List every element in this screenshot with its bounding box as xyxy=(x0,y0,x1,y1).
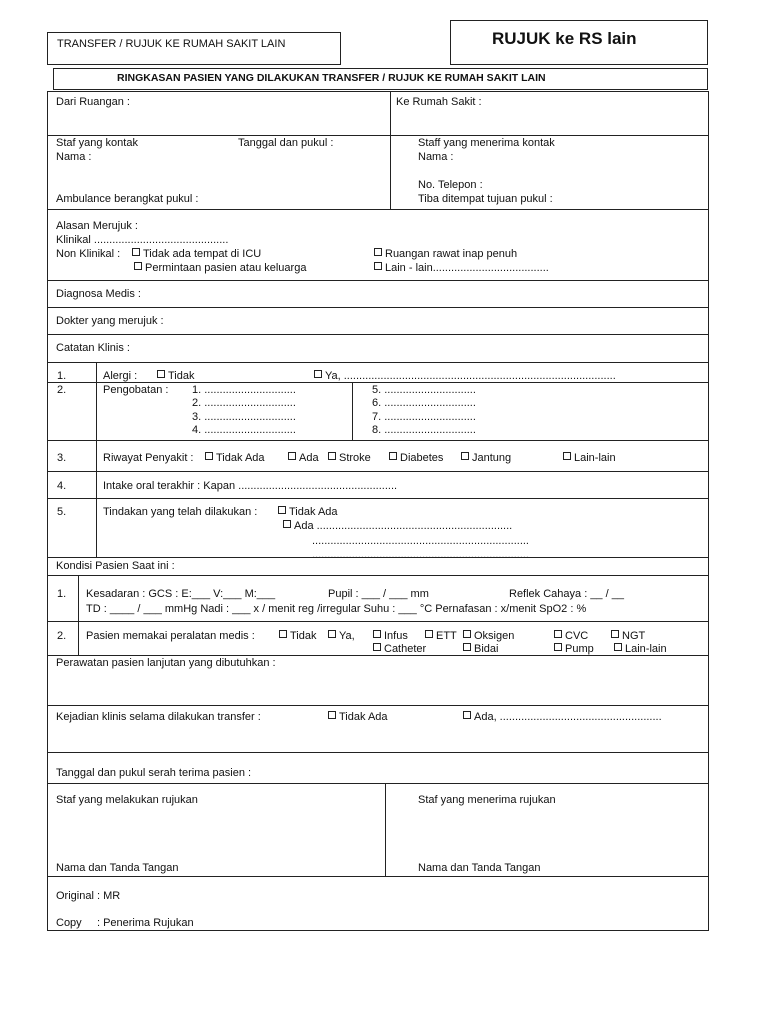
kondisi-num: 1. xyxy=(57,588,67,600)
riwayat-opt: Tidak Ada xyxy=(203,452,265,465)
checkbox-icon[interactable] xyxy=(328,711,336,719)
alat-opt: Pump xyxy=(552,643,594,656)
pengobatan-item: 4. .............................. xyxy=(192,424,296,436)
checkbox-icon[interactable] xyxy=(463,630,471,638)
alergi-tidak: Tidak xyxy=(155,370,195,383)
intake-num: 4. xyxy=(57,480,67,492)
checkbox-icon[interactable] xyxy=(373,630,381,638)
opt-lain: Lain - lain...................................... xyxy=(372,262,549,275)
tanggal-pukul-label: Tanggal dan pukul : xyxy=(238,137,334,149)
divider xyxy=(352,382,353,440)
checkbox-icon[interactable] xyxy=(374,248,382,256)
checkbox-icon[interactable] xyxy=(614,643,622,651)
checkbox-icon[interactable] xyxy=(328,630,336,638)
alat-opt: NGT xyxy=(609,630,645,643)
alat-opt: ETT xyxy=(423,630,457,643)
divider xyxy=(47,471,709,472)
ttd-right-label: Staf yang menerima rujukan xyxy=(418,794,556,806)
ttd-left-label: Staf yang melakukan rujukan xyxy=(56,794,198,806)
staff-menerima-label: Staff yang menerima kontak xyxy=(418,137,555,149)
kondisi-title: Kondisi Pasien Saat ini : xyxy=(56,560,175,572)
tiba-label: Tiba ditempat tujuan pukul : xyxy=(418,193,553,205)
opt-ruangan: Ruangan rawat inap penuh xyxy=(372,248,517,261)
nama-left-label: Nama : xyxy=(56,151,92,163)
kejadian-ada: Ada, ..................................................... xyxy=(461,711,662,724)
divider xyxy=(47,440,709,441)
divider xyxy=(47,307,709,308)
divider xyxy=(47,135,709,136)
alat-label: Pasien memakai peralatan medis : xyxy=(86,630,255,642)
riwayat-opt: Lain-lain xyxy=(561,452,616,465)
alat-opt: Bidai xyxy=(461,643,498,656)
alat-opt: Infus xyxy=(371,630,408,643)
telepon-label: No. Telepon : xyxy=(418,179,483,191)
checkbox-icon[interactable] xyxy=(374,262,382,270)
perawatan-label: Perawatan pasien lanjutan yang dibutuhkan : xyxy=(56,657,276,669)
alat-opt: Catheter xyxy=(371,643,426,656)
checkbox-icon[interactable] xyxy=(463,643,471,651)
riwayat-label: Riwayat Penyakit : xyxy=(103,452,194,464)
tindakan-line: ....................................................................... xyxy=(312,549,529,561)
riwayat-num: 3. xyxy=(57,452,67,464)
ttd-left-sign: Nama dan Tanda Tangan xyxy=(56,862,179,874)
pengobatan-item: 8. .............................. xyxy=(372,424,476,436)
non-klinikal-label: Non Klinikal : xyxy=(56,248,121,260)
tindakan-label: Tindakan yang telah dilakukan : xyxy=(103,506,258,518)
alergi-ya: Ya, ......................................................................................... xyxy=(312,370,616,383)
divider xyxy=(385,783,386,876)
header-left-title: TRANSFER / RUJUK KE RUMAH SAKIT LAIN xyxy=(57,38,286,50)
tindakan-ada: Ada ................................................................ xyxy=(281,520,512,533)
checkbox-icon[interactable] xyxy=(134,262,142,270)
checkbox-icon[interactable] xyxy=(563,452,571,460)
pengobatan-label: Pengobatan : xyxy=(103,384,169,396)
divider xyxy=(96,362,97,440)
divider xyxy=(47,752,709,753)
checkbox-icon[interactable] xyxy=(373,643,381,651)
checkbox-icon[interactable] xyxy=(611,630,619,638)
tindakan-line: ....................................................................... xyxy=(312,535,529,547)
kejadian-tidak: Tidak Ada xyxy=(326,711,388,724)
nama-right-label: Nama : xyxy=(418,151,454,163)
checkbox-icon[interactable] xyxy=(157,370,165,378)
serah-label: Tanggal dan pukul serah terima pasien : xyxy=(56,767,252,779)
divider xyxy=(47,362,709,363)
form-title: RUJUK ke RS lain xyxy=(492,29,637,48)
divider xyxy=(47,498,709,499)
pengobatan-item: 5. .............................. xyxy=(372,384,476,396)
copy-label: Copy : Penerima Rujukan xyxy=(56,917,194,929)
ambulance-label: Ambulance berangkat pukul : xyxy=(56,193,199,205)
vitals-text: TD : ____ / ___ mmHg Nadi : ___ x / menit reg /irregular Suhu : ___ °C Pernafasan : x/menit SpO2 : % xyxy=(86,603,587,615)
checkbox-icon[interactable] xyxy=(288,452,296,460)
divider xyxy=(47,382,709,383)
alat-opt: Oksigen xyxy=(461,630,514,643)
dari-ruangan-label: Dari Ruangan : xyxy=(56,96,130,108)
divider xyxy=(47,783,709,784)
pengobatan-item: 6. .............................. xyxy=(372,397,476,409)
pengobatan-item: 3. .............................. xyxy=(192,411,296,423)
reflek-text: Reflek Cahaya : __ / __ xyxy=(509,588,624,600)
checkbox-icon[interactable] xyxy=(425,630,433,638)
riwayat-opt: Stroke xyxy=(326,452,371,465)
divider xyxy=(47,876,709,877)
form-subtitle: RINGKASAN PASIEN YANG DILAKUKAN TRANSFER / RUJUK KE RUMAH SAKIT LAIN xyxy=(117,72,546,84)
dokter-label: Dokter yang merujuk : xyxy=(56,315,164,327)
kejadian-label: Kejadian klinis selama dilakukan transfer : xyxy=(56,711,261,723)
divider xyxy=(390,91,391,209)
tindakan-num: 5. xyxy=(57,506,67,518)
checkbox-icon[interactable] xyxy=(328,452,336,460)
diagnosa-label: Diagnosa Medis : xyxy=(56,288,141,300)
pengobatan-num: 2. xyxy=(57,384,67,396)
original-label: Original : MR xyxy=(56,890,121,902)
kondisi-num: 2. xyxy=(57,630,67,642)
alergi-label: Alergi : xyxy=(103,370,138,382)
checkbox-icon[interactable] xyxy=(283,520,291,528)
checkbox-icon[interactable] xyxy=(314,370,322,378)
alat-opt: Ya, xyxy=(326,630,355,643)
alergi-num: 1. xyxy=(57,370,67,382)
divider xyxy=(47,557,709,558)
catatan-label: Catatan Klinis : xyxy=(56,342,130,354)
riwayat-opt: Jantung xyxy=(459,452,511,465)
divider xyxy=(47,621,709,622)
divider xyxy=(47,705,709,706)
checkbox-icon[interactable] xyxy=(278,506,286,514)
tindakan-tidak: Tidak Ada xyxy=(276,506,338,519)
pengobatan-item: 7. .............................. xyxy=(372,411,476,423)
riwayat-opt: Diabetes xyxy=(387,452,443,465)
alat-opt: Lain-lain xyxy=(612,643,667,656)
pupil-text: Pupil : ___ / ___ mm xyxy=(328,588,429,600)
divider xyxy=(78,575,79,655)
checkbox-icon[interactable] xyxy=(389,452,397,460)
pengobatan-item: 1. .............................. xyxy=(192,384,296,396)
ke-rs-label: Ke Rumah Sakit : xyxy=(396,96,482,108)
opt-permintaan: Permintaan pasien atau keluarga xyxy=(132,262,306,275)
checkbox-icon[interactable] xyxy=(279,630,287,638)
checkbox-icon[interactable] xyxy=(205,452,213,460)
checkbox-icon[interactable] xyxy=(463,711,471,719)
riwayat-opt: Ada xyxy=(286,452,319,465)
checkbox-icon[interactable] xyxy=(554,630,562,638)
checkbox-icon[interactable] xyxy=(554,643,562,651)
pengobatan-item: 2. .............................. xyxy=(192,397,296,409)
checkbox-icon[interactable] xyxy=(132,248,140,256)
klinikal-line: Klinikal ............................................ xyxy=(56,234,229,246)
opt-icu: Tidak ada tempat di ICU xyxy=(130,248,261,261)
staf-kontak-label: Staf yang kontak xyxy=(56,137,138,149)
checkbox-icon[interactable] xyxy=(461,452,469,460)
divider xyxy=(47,334,709,335)
kesadaran-text: Kesadaran : GCS : E:___ V:___ M:___ xyxy=(86,588,276,600)
divider xyxy=(47,280,709,281)
intake-text: Intake oral terakhir : Kapan .................................................... xyxy=(103,480,398,492)
alat-opt: CVC xyxy=(552,630,588,643)
ttd-right-sign: Nama dan Tanda Tangan xyxy=(418,862,541,874)
divider xyxy=(47,575,709,576)
alat-opt: Tidak xyxy=(277,630,317,643)
alasan-title: Alasan Merujuk : xyxy=(56,220,138,232)
divider xyxy=(47,209,709,210)
divider xyxy=(47,655,709,656)
